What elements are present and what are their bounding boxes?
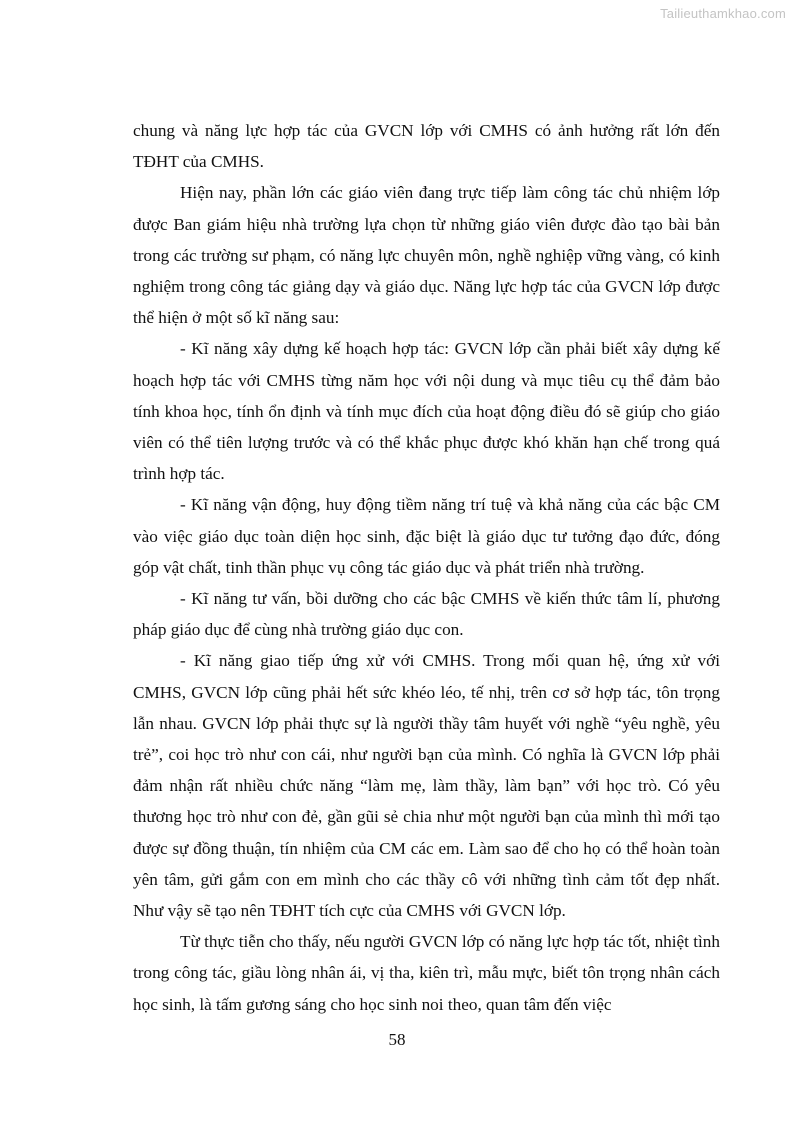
paragraph-skill-communication: - Kĩ năng giao tiếp ứng xử với CMHS. Trong mối quan hệ, ứng xử với CMHS, GVCN lớp cũng phải hết sức khéo léo, tế nhị, trên cơ sở hợp tác, tôn trọng lẫn nhau. GVCN lớp phải thực sự là người thầy tâm huyết với nghề “yêu nghề, yêu trẻ”, coi học trò như con cái, như người bạn của mình. Có nghĩa là GVCN lớp phải đảm nhận rất nhiều chức năng “làm mẹ, làm thầy, làm bạn” với học trò. Có yêu thương học trò như con đẻ, gần gũi sẻ chia như một người bạn của mình thì mới tạo được sự đồng thuận, tín nhiệm của CM các em. Làm sao để cho họ có thể hoàn toàn yên tâm, gửi gắm con em mình cho các thầy cô với những tình cảm tốt đẹp nhất. Như vậy sẽ tạo nên TĐHT tích cực của CMHS với GVCN lớp.: [133, 651, 720, 921]
paragraph-skill-advising: - Kĩ năng tư vấn, bồi dưỡng cho các bậc CMHS về kiến thức tâm lí, phương pháp giáo dục để cùng nhà trường giáo dục con.: [133, 589, 720, 640]
page-number: 58: [388, 1030, 406, 1049]
paragraph-skill-mobilizing: - Kĩ năng vận động, huy động tiềm năng trí tuệ và khả năng của các bậc CM vào việc giáo dục toàn diện học sinh, đặc biệt là giáo dục tư tưởng đạo đức, đóng góp vật chất, tinh thần phục vụ công tác giáo dục và phát triển nhà trường.: [133, 495, 720, 577]
document-body: [133, 115, 720, 1020]
paragraph-practice: Từ thực tiễn cho thấy, nếu người GVCN lớp có năng lực hợp tác tốt, nhiệt tình trong công tác, giầu lòng nhân ái, vị tha, kiên trì, mẫu mực, biết tôn trọng nhân cách học sinh, là tấm gương sáng cho học sinh noi theo, quan tâm đến việc: [133, 932, 720, 1014]
watermark: Tailieuthamkhao.com: [660, 6, 786, 21]
paragraph-skill-planning: - Kĩ năng xây dựng kế hoạch hợp tác: GVCN lớp cần phải biết xây dựng kế hoạch hợp tác với CMHS từng năm học với nội dung và mục tiêu cụ thể đảm bảo tính khoa học, tính ổn định và tính mục đích của hoạt động điều đó sẽ giúp cho giáo viên có thể tiên lượng trước và có thể khắc phục được khó khăn hạn chế trong quá trình hợp tác.: [133, 339, 720, 484]
paragraph-intro-skills: Hiện nay, phần lớn các giáo viên đang trực tiếp làm công tác chủ nhiệm lớp được Ban giám hiệu nhà trường lựa chọn từ những giáo viên được đào tạo bài bản trong các trường sư phạm, có năng lực chuyên môn, nghề nghiệp vững vàng, có kinh nghiệm trong công tác giảng dạy và giáo dục. Năng lực hợp tác của GVCN lớp được thể hiện ở một số kĩ năng sau:: [133, 183, 720, 328]
paragraph-continuation: chung và năng lực hợp tác của GVCN lớp với CMHS có ảnh hưởng rất lớn đến TĐHT của CMHS.: [133, 121, 720, 172]
